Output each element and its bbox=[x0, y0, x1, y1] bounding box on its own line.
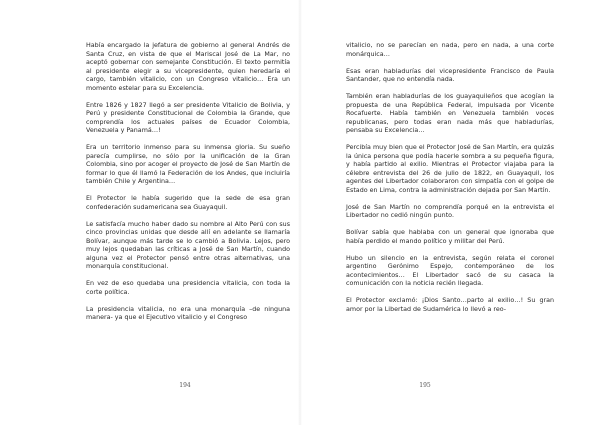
right-text-column bbox=[346, 42, 554, 314]
paragraph: Bolívar sabía que hablaba con un general que ignoraba que había perdido el mando político y militar del Perú. bbox=[346, 229, 554, 245]
paragraph: Hubo un silencio en la entrevista, según relata el coronel argentino Gerónimo Espejo, contemporáneo de los acontecimientos… El Libertador sacó de su casaca la comunicación con la noticia recién llegada. bbox=[346, 254, 554, 287]
paragraph: El Protector le había sugerido que la sede de esa gran confederación sudamericana sea Guayaquil. bbox=[86, 195, 290, 211]
paragraph: Entre 1826 y 1827 llegó a ser presidente Vitalicio de Bolivia, y Perú y presidente Constitucional de Colombia la Grande, que comprendía los actuales países de Ecuador Colombia, Venezuela y Panamá…! bbox=[86, 101, 290, 134]
paragraph: Era un territorio inmenso para su inmensa gloria. Su sueño parecía cumplirse, no sólo por la unificación de la Gran Colombia, sino por acoger el proyecto de José de San Martín de formar lo que él llamó la Federación de los Andes, que incluiría también Chile y Argentina… bbox=[86, 144, 290, 185]
paragraph: Percibía muy bien que el Protector José de San Martín, era quizás la única persona que podía hacerle sombra a su pequeña figura, y había partido al exilio. Mientras el Protector viajaba para la célebre entrevista del 26 de julio de 1822, en Guayaquil, los agentes del Libertador colaboraron con simpatía con el golpe de Estado en Lima, contra la administración dejada por San Martín. bbox=[346, 144, 554, 194]
paragraph: El Protector exclamó: ¡Dios Santo…parto al exilio…! Su gran amor por la Libertad de Sudamérica lo llevó a reo- bbox=[346, 297, 554, 313]
paragraph: Había encargado la jefatura de gobierno al general Andrés de Santa Cruz, en vista de que el Mariscal José de La Mar, no aceptó gobernar con semejante Constitución. El texto permitía al presidente elegir a su vicepresidente, quien heredaría el cargo, también vitalicio, con un Congreso vitalicio… Era un momento estelar para su Excelencia. bbox=[86, 42, 290, 92]
page-number: 195 bbox=[419, 382, 431, 389]
right-page bbox=[300, 0, 600, 425]
paragraph: vitalicio, no se parecían en nada, pero en nada, a una corte monárquica… bbox=[346, 42, 554, 58]
paragraph: La presidencia vitalicia, no era una monarquía –de ninguna manera- ya que el Ejecutivo vitalicio y el Congreso bbox=[86, 305, 290, 321]
left-text-column bbox=[86, 42, 290, 323]
paragraph: José de San Martín no comprendía porqué en la entrevista el Libertador no cedió ningún punto. bbox=[346, 203, 554, 219]
paragraph: También eran habladurías de los guayaquileños que acogían la propuesta de una República Federal, impulsada por Vicente Rocafuerte. Había también en Venezuela también voces republicanas, pero todas eran nada más que habladurías, pensaba su Excelencia… bbox=[346, 93, 554, 134]
paragraph: Le satisfacía mucho haber dado su nombre al Alto Perú con sus cinco provincias unidas que desde allí en adelante se llamaría Bolívar, aunque más tarde se lo cambió a Bolivia. Lejos, pero muy lejos quedaban las críticas a José de San Martín, cuando alguna vez el Protector pensó entre otras alternativas, una monarquía constitucional. bbox=[86, 220, 290, 270]
paragraph: Esas eran habladurías del vicepresidente Francisco de Paula Santander, que no entendía nada. bbox=[346, 67, 554, 83]
paragraph: En vez de eso quedaba una presidencia vitalicia, con toda la corte política. bbox=[86, 280, 290, 296]
page-number: 194 bbox=[179, 382, 191, 389]
